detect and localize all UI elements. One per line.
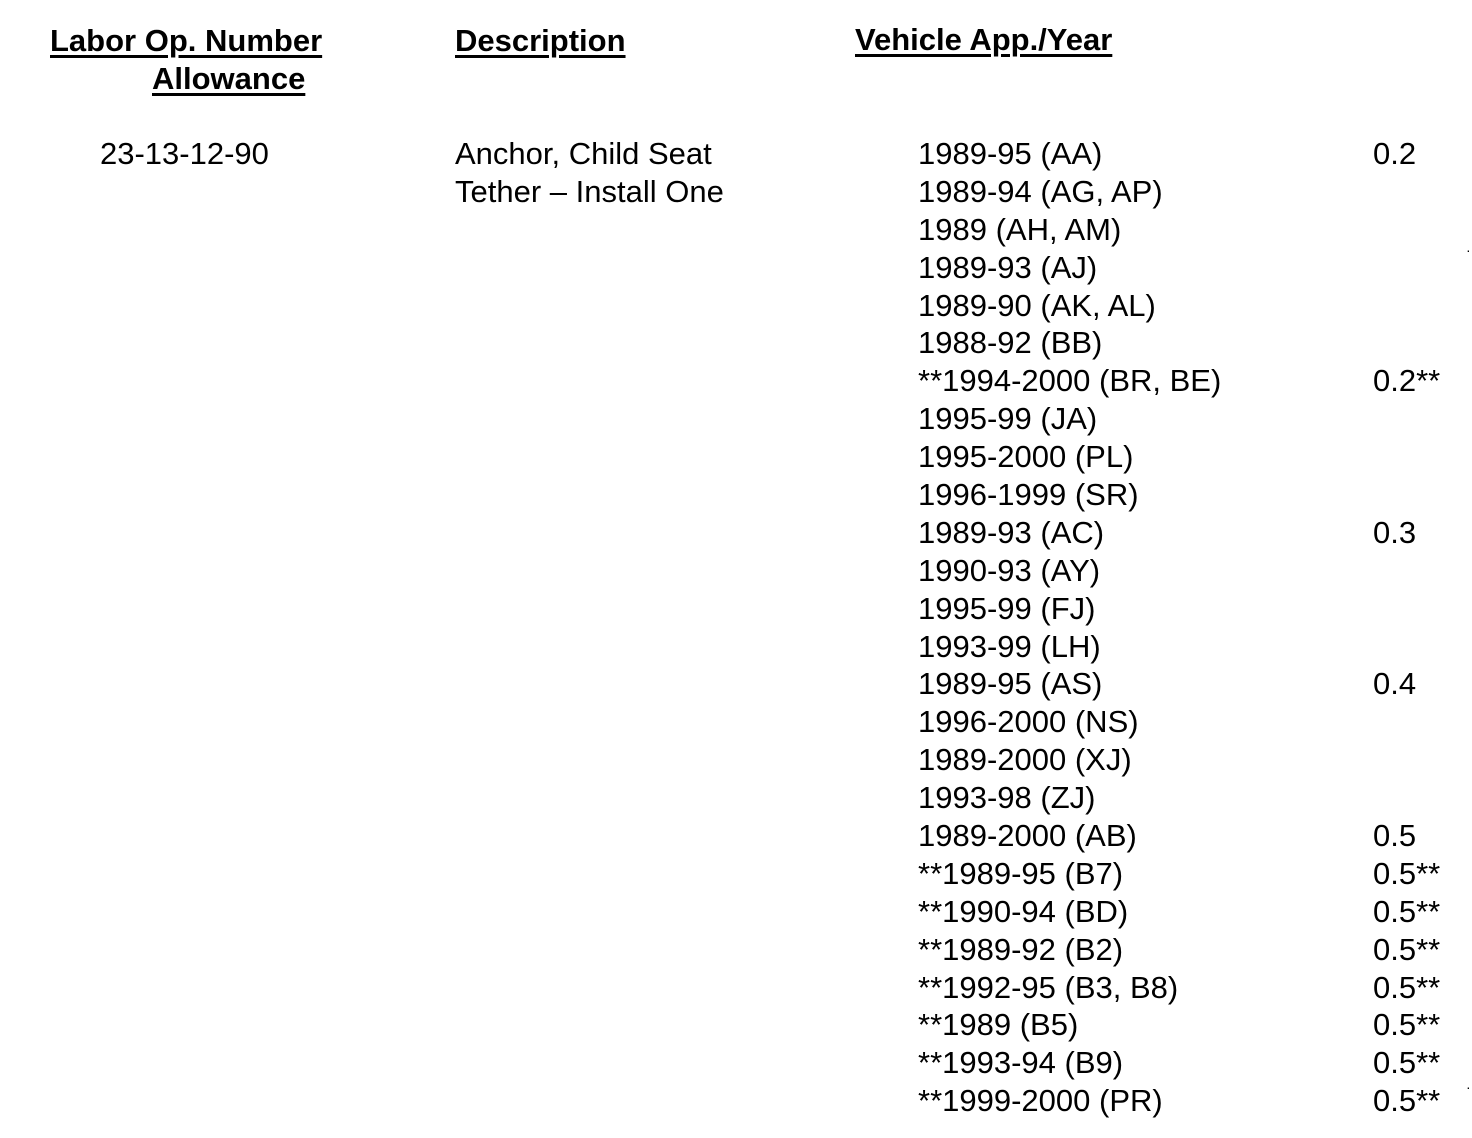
allowance-value: 0.5** xyxy=(1373,969,1441,1005)
table-row xyxy=(0,476,1472,514)
allowance-value: 0.2 xyxy=(1373,136,1417,171)
table-row xyxy=(0,287,1472,325)
vehicle-year: 1993-98 (ZJ) xyxy=(918,780,1096,816)
allowance-value: 0.5** xyxy=(1373,855,1441,891)
vehicle-year: 1990-93 (AY) xyxy=(918,552,1101,588)
vehicle-year: **1990-94 (BD) xyxy=(918,893,1129,929)
vehicle-year: 1996-2000 (NS) xyxy=(918,704,1139,740)
allowance-value: 0.5** xyxy=(1373,893,1441,929)
table-row xyxy=(0,1044,1472,1082)
labor-op-header: Labor Op. Number xyxy=(50,23,323,58)
labor-op-number: 23-13-12-90 xyxy=(100,136,269,171)
vehicle-year: 1989 (AH, AM) xyxy=(918,211,1122,247)
table-row xyxy=(0,1006,1472,1044)
vehicle-year: **1992-95 (B3, B8) xyxy=(918,969,1179,1005)
vehicle-year: 1993-99 (LH) xyxy=(918,628,1101,664)
description-header: Description xyxy=(455,23,626,58)
table-row xyxy=(0,135,1472,173)
description-line-2: Tether – Install One xyxy=(455,174,724,209)
table-row xyxy=(0,1079,1472,1120)
table-row xyxy=(0,855,1472,893)
table-row xyxy=(0,893,1472,931)
vehicle-allowance-list xyxy=(0,135,1472,1120)
table-row xyxy=(0,173,1472,211)
table-row xyxy=(0,438,1472,476)
vehicle-year: **1989-95 (B7) xyxy=(918,855,1124,891)
table-row xyxy=(0,703,1472,741)
table-row xyxy=(0,324,1472,362)
allowance-value: 0.3 xyxy=(1373,514,1417,550)
vehicle-year: **1994-2000 (BR, BE) xyxy=(918,363,1222,399)
table-row xyxy=(0,628,1472,666)
vehicle-year: 1989-2000 (AB) xyxy=(918,818,1137,854)
allowance-value: 0.5** xyxy=(1373,1045,1441,1081)
allowance-header: Allowance xyxy=(152,61,306,96)
description-line-1: Anchor, Child Seat xyxy=(455,136,712,171)
vehicle-year: 1989-94 (AG, AP) xyxy=(918,173,1163,209)
allowance-value: 0.5** xyxy=(1373,1083,1441,1119)
margin-mark: · xyxy=(1466,242,1471,258)
table-row xyxy=(0,590,1472,628)
vehicle-year: 1989-93 (AJ) xyxy=(918,249,1098,285)
table-row xyxy=(0,741,1472,779)
margin-mark: · xyxy=(1466,1079,1471,1095)
vehicle-year: 1988-92 (BB) xyxy=(918,325,1103,361)
vehicle-header: Vehicle App./Year xyxy=(855,22,1113,57)
table-row xyxy=(0,249,1472,287)
vehicle-year: 1989-95 (AA) xyxy=(918,136,1103,171)
allowance-value: 0.2** xyxy=(1373,363,1441,399)
table-row xyxy=(0,665,1472,703)
allowance-value: 0.5** xyxy=(1373,931,1441,967)
vehicle-year: 1995-2000 (PL) xyxy=(918,439,1134,475)
vehicle-year: **1989 (B5) xyxy=(918,1007,1079,1043)
table-row xyxy=(0,552,1472,590)
vehicle-year: 1995-99 (JA) xyxy=(918,401,1098,437)
table-row xyxy=(0,931,1472,969)
table-row xyxy=(0,817,1472,855)
allowance-value: 0.5** xyxy=(1373,1007,1441,1043)
allowance-value: 0.5 xyxy=(1373,818,1417,854)
table-row xyxy=(0,969,1472,1007)
vehicle-year: 1989-95 (AS) xyxy=(918,666,1103,702)
allowance-value: 0.4 xyxy=(1373,666,1417,702)
table-row xyxy=(0,514,1472,552)
table-row xyxy=(0,779,1472,817)
table-row xyxy=(0,400,1472,438)
vehicle-year: 1989-90 (AK, AL) xyxy=(918,287,1156,323)
table-row xyxy=(0,362,1472,400)
vehicle-year: 1989-2000 (XJ) xyxy=(918,742,1132,778)
vehicle-year: **1999-2000 (PR) xyxy=(918,1083,1163,1119)
table-row xyxy=(0,211,1472,249)
vehicle-year: **1993-94 (B9) xyxy=(918,1045,1124,1081)
vehicle-year: 1996-1999 (SR) xyxy=(918,477,1139,513)
vehicle-year: 1989-93 (AC) xyxy=(918,514,1105,550)
vehicle-year: 1995-99 (FJ) xyxy=(918,590,1096,626)
vehicle-year: **1989-92 (B2) xyxy=(918,931,1124,967)
